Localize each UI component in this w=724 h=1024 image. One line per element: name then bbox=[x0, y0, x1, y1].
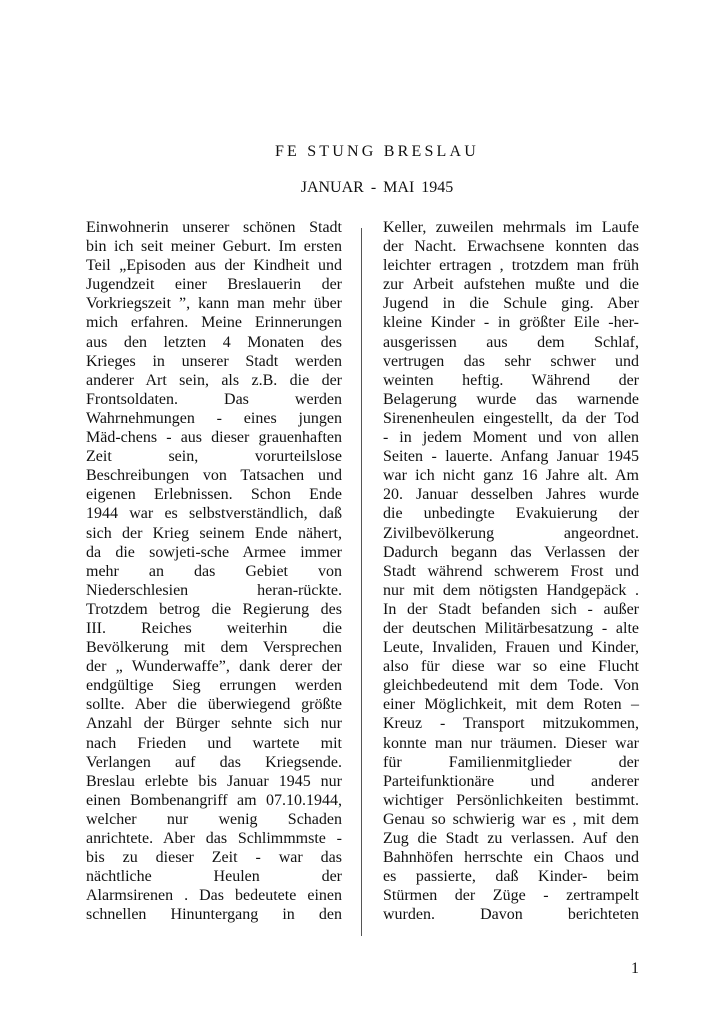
text-line: sollte. Aber die überwiegend größte bbox=[86, 696, 342, 714]
text-line: bis zu dieser Zeit - war das bbox=[86, 849, 342, 867]
text-line: Trotzdem betrog die Regierung des bbox=[86, 600, 342, 618]
column-divider bbox=[361, 228, 362, 936]
text-line: Breslau erlebte bis Januar 1945 nur bbox=[86, 772, 342, 790]
text-line: Zivilbevölkerung angeordnet. bbox=[383, 524, 639, 542]
text-line: weinten heftig. Während der bbox=[383, 371, 639, 389]
text-line: zur Arbeit aufstehen mußte und die bbox=[383, 276, 639, 294]
text-line: der „ Wunderwaffe”, dank derer der bbox=[86, 658, 342, 676]
text-line: Alarmsirenen . Das bedeutete einen bbox=[86, 887, 342, 905]
text-line: leichter ertragen , trotzdem man früh bbox=[383, 257, 639, 275]
text-line: Genau so schwierig war es , mit dem bbox=[383, 810, 639, 828]
text-line: Belagerung wurde das warnende bbox=[383, 390, 639, 408]
text-line: Niederschlesien heran-rückte. bbox=[86, 581, 342, 599]
text-line: Jugend in die Schule ging. Aber bbox=[383, 295, 639, 313]
text-line: konnte man nur träumen. Dieser war bbox=[383, 734, 639, 752]
text-line: anderer Art sein, als z.B. die der bbox=[86, 371, 342, 389]
text-line: aus den letzten 4 Monaten des bbox=[86, 333, 342, 351]
text-line: einen Bombenangriff am 07.10.1944, bbox=[86, 791, 342, 809]
left-text-column bbox=[86, 218, 342, 924]
text-line: sich der Krieg seinem Ende nähert, bbox=[86, 524, 342, 542]
text-line: 20. Januar desselben Jahres wurde bbox=[383, 486, 639, 504]
text-line: die unbedingte Evakuierung der bbox=[383, 505, 639, 523]
text-line: schnellen Hinuntergang in den bbox=[86, 906, 342, 924]
text-line: war ich nicht ganz 16 Jahre alt. Am bbox=[383, 467, 639, 485]
text-line: mehr an das Gebiet von bbox=[86, 562, 342, 580]
text-line: eigenen Erlebnissen. Schon Ende bbox=[86, 486, 342, 504]
text-line: da die sowjeti-sche Armee immer bbox=[86, 543, 342, 561]
text-line: Zeit sein, vorurteilslose bbox=[86, 448, 342, 466]
text-line: Teil „Episoden aus der Kindheit und bbox=[86, 257, 342, 275]
text-line: In der Stadt befanden sich - außer bbox=[383, 600, 639, 618]
text-line: Bahnhöfen herrschte ein Chaos und bbox=[383, 849, 639, 867]
document-title: FE STUNG BRESLAU bbox=[274, 143, 480, 160]
text-line: Parteifunktionäre und anderer bbox=[383, 772, 639, 790]
text-line: also für diese war so eine Flucht bbox=[383, 658, 639, 676]
text-line: Zug die Stadt zu verlassen. Auf den bbox=[383, 830, 639, 847]
text-line: welcher nur wenig Schaden bbox=[86, 810, 342, 828]
document-subtitle: JANUAR - MAI 1945 bbox=[300, 179, 454, 196]
text-line: Bevölkerung mit dem Versprechen bbox=[86, 639, 342, 657]
text-line: Seiten - lauerte. Anfang Januar 1945 bbox=[383, 448, 639, 466]
text-line: einer Möglichkeit, mit dem Roten – bbox=[383, 696, 639, 714]
text-line: Dadurch begann das Verlassen der bbox=[383, 543, 639, 561]
text-line: Stadt während schwerem Frost und bbox=[383, 562, 639, 580]
text-line: Wahrnehmungen - eines jungen bbox=[86, 409, 342, 427]
text-line: Keller, zuweilen mehrmals im Laufe bbox=[383, 219, 639, 236]
text-line: Anzahl der Bürger sehnte sich nur bbox=[86, 715, 342, 733]
text-line: nach Frieden und wartete mit bbox=[86, 734, 342, 752]
text-line: - in jedem Moment und von allen bbox=[383, 429, 639, 447]
text-line: Verlangen auf das Kriegsende. bbox=[86, 753, 342, 771]
text-line: anrichtete. Aber das Schlimmmste - bbox=[86, 830, 342, 847]
text-line: nur mit dem nötigsten Handgepäck . bbox=[383, 581, 639, 599]
text-line: mich erfahren. Meine Erinnerungen bbox=[86, 314, 342, 332]
right-text-column bbox=[383, 218, 639, 924]
text-line: Leute, Invaliden, Frauen und Kinder, bbox=[383, 639, 639, 657]
text-line: endgültige Sieg errungen werden bbox=[86, 677, 342, 695]
text-line: Sirenenheulen eingestellt, da der Tod bbox=[383, 409, 639, 427]
text-line: nächtliche Heulen der bbox=[86, 868, 342, 886]
text-line: Beschreibungen von Tatsachen und bbox=[86, 467, 342, 485]
text-line: Vorkriegszeit ”, kann man mehr über bbox=[86, 295, 342, 313]
text-line: Kreuz - Transport mitzukommen, bbox=[383, 715, 639, 733]
text-line: Frontsoldaten. Das werden bbox=[86, 390, 342, 408]
text-line: Mäd-chens - aus dieser grauenhaften bbox=[86, 429, 342, 447]
page-number: 1 bbox=[631, 960, 639, 977]
text-line: der Nacht. Erwachsene konnten das bbox=[383, 238, 639, 256]
text-line: für Familienmitglieder der bbox=[383, 753, 639, 771]
text-line: Krieges in unserer Stadt werden bbox=[86, 352, 342, 370]
text-line: wurden. Davon berichteten bbox=[383, 906, 639, 924]
text-line: Jugendzeit einer Breslauerin der bbox=[86, 276, 342, 294]
text-line: vertrugen das sehr schwer und bbox=[383, 352, 639, 370]
text-line: 1944 war es selbstverständlich, daß bbox=[86, 505, 342, 523]
text-line: III. Reiches weiterhin die bbox=[86, 619, 342, 637]
text-line: Stürmen der Züge - zertrampelt bbox=[383, 887, 639, 905]
text-line: bin ich seit meiner Geburt. Im ersten bbox=[86, 238, 342, 256]
text-line: Einwohnerin unserer schönen Stadt bbox=[86, 219, 342, 236]
text-line: wichtiger Persönlichkeiten bestimmt. bbox=[383, 791, 639, 809]
text-line: ausgerissen aus dem Schlaf, bbox=[383, 333, 639, 351]
text-line: kleine Kinder - in größter Eile -her- bbox=[383, 314, 639, 332]
text-line: gleichbedeutend mit dem Tode. Von bbox=[383, 677, 639, 695]
text-line: der deutschen Militärbesatzung - alte bbox=[383, 619, 639, 637]
text-line: es passierte, daß Kinder- beim bbox=[383, 868, 639, 886]
